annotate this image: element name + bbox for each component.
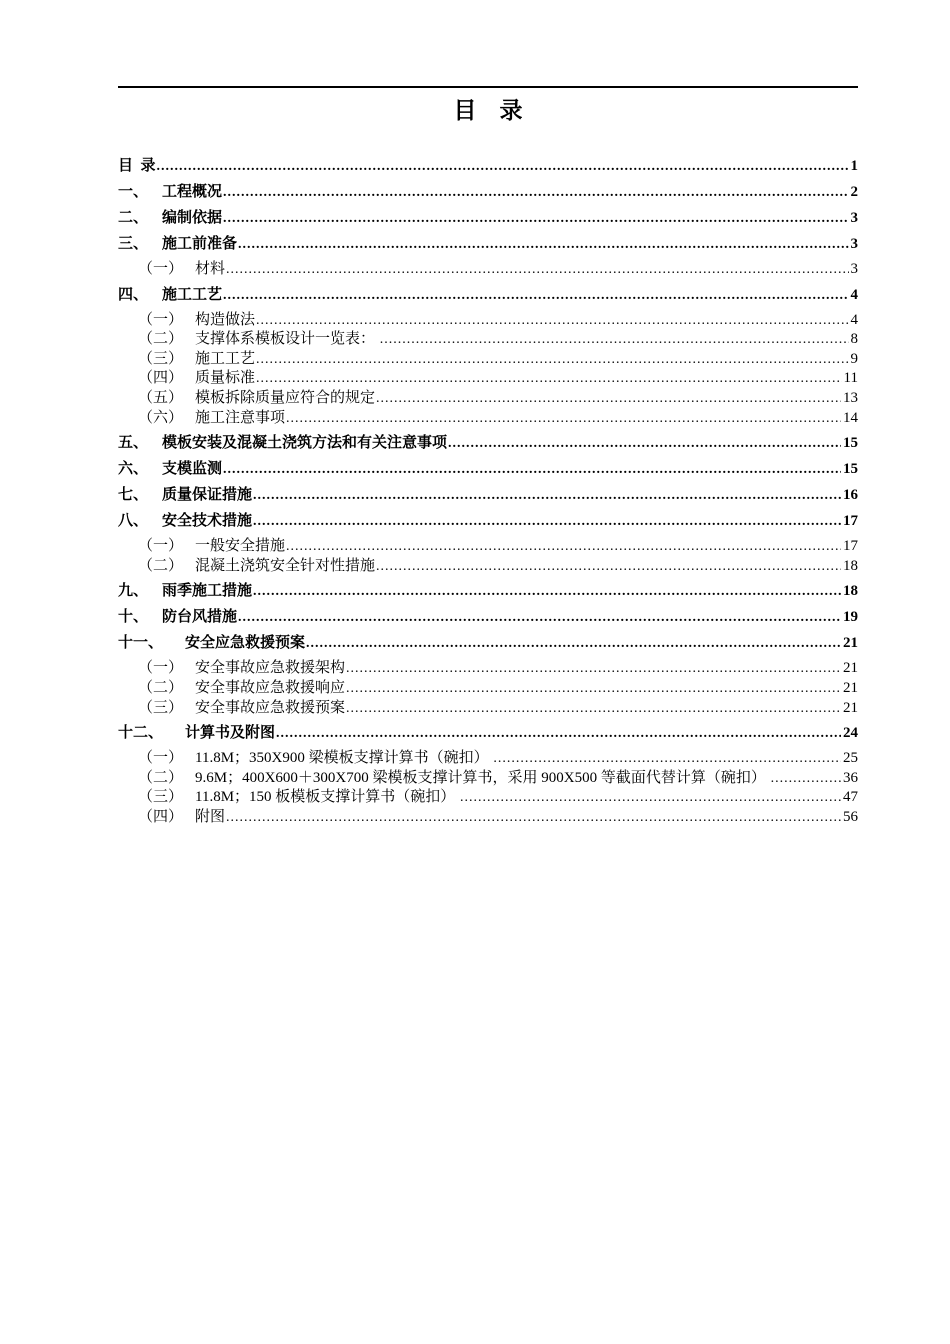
dot-leader xyxy=(256,311,848,331)
toc-entry-number: （二） xyxy=(138,679,184,696)
toc-entry[interactable] xyxy=(118,234,858,255)
toc-entry-number: （一） xyxy=(138,750,184,767)
toc-entry-number: （一） xyxy=(138,261,184,277)
toc-entry[interactable] xyxy=(138,311,858,331)
toc-entry-number: 十二、 xyxy=(118,725,164,742)
toc-entry-label: 安全事故应急救援架构 xyxy=(195,660,346,677)
toc-entry-page: 3 xyxy=(850,261,858,277)
toc-entry-number: （四） xyxy=(138,370,184,387)
dot-leader xyxy=(306,633,841,654)
toc-entry[interactable] xyxy=(138,788,858,808)
toc-entry-page: 56 xyxy=(843,808,858,825)
toc-entry[interactable] xyxy=(138,350,858,370)
dot-leader xyxy=(223,208,848,229)
toc-entry-number: （三） xyxy=(138,789,184,806)
toc-entry[interactable] xyxy=(118,485,858,506)
toc-entry-number: 十一、 xyxy=(118,635,164,652)
toc-entry-page: 4 xyxy=(850,286,858,303)
dot-leader xyxy=(380,330,849,350)
toc-entry[interactable] xyxy=(118,607,858,628)
toc-entry[interactable] xyxy=(138,659,858,679)
toc-entry-page: 3 xyxy=(850,210,858,226)
toc-entry-page: 21 xyxy=(843,679,858,696)
toc-entry-number: （一） xyxy=(138,660,184,677)
toc-entry-number: 八、 xyxy=(118,513,149,530)
toc-entry-number: 一、 xyxy=(118,184,149,200)
toc-entry-page: 25 xyxy=(843,750,858,767)
toc-entry-label: 安全应急救援预案 xyxy=(185,635,306,652)
toc-entry-label: 工程概况 xyxy=(162,184,223,200)
toc-entry-label: 支模监测 xyxy=(162,461,223,478)
dot-leader xyxy=(253,485,841,506)
toc-entry-page: 24 xyxy=(843,725,858,742)
toc-entry-page: 15 xyxy=(843,435,858,452)
toc-entry[interactable] xyxy=(138,557,858,577)
dot-leader xyxy=(256,350,848,370)
table-of-contents xyxy=(118,156,858,828)
toc-entry-number: 九、 xyxy=(118,583,149,600)
toc-entry-page: 21 xyxy=(843,635,858,652)
toc-entry-label: 9.6M；400X600＋300X700 梁模板支撑计算书，采用 900X500 等截面代替计算（碗扣） xyxy=(195,769,770,786)
toc-entry-label: 11.8M；350X900 梁模板支撑计算书（碗扣） xyxy=(195,750,493,767)
toc-entry[interactable] xyxy=(118,285,858,306)
toc-entry[interactable] xyxy=(138,389,858,409)
dot-leader xyxy=(238,607,841,628)
toc-entry-page: 19 xyxy=(843,609,858,626)
dot-leader xyxy=(226,260,848,280)
toc-entry-number: 二、 xyxy=(118,210,149,226)
dot-leader xyxy=(226,808,841,828)
toc-entry-page: 1 xyxy=(850,158,858,174)
toc-entry-number: （三） xyxy=(138,350,184,367)
toc-entry-label: 附图 xyxy=(195,808,226,825)
toc-entry[interactable] xyxy=(118,182,858,203)
toc-entry-number: （三） xyxy=(138,699,184,716)
toc-entry[interactable] xyxy=(138,769,858,789)
toc-entry-label: 混凝土浇筑安全针对性措施 xyxy=(195,557,376,574)
toc-entry-page: 17 xyxy=(843,513,858,530)
toc-entry-label: 施工注意事项 xyxy=(195,409,286,426)
toc-entry[interactable] xyxy=(118,511,858,532)
dot-leader xyxy=(460,788,841,808)
dot-leader xyxy=(493,749,841,769)
dot-leader xyxy=(276,723,841,744)
toc-entry[interactable] xyxy=(138,369,858,389)
toc-entry-label: 安全技术措施 xyxy=(162,513,253,530)
toc-entry-page: 14 xyxy=(843,409,858,426)
toc-entry-label: 编制依据 xyxy=(162,210,223,226)
toc-entry-number: 三、 xyxy=(118,236,149,252)
toc-entry[interactable] xyxy=(138,808,858,828)
dot-leader xyxy=(286,537,841,557)
toc-entry-number: （四） xyxy=(138,808,184,825)
toc-entry-label: 施工前准备 xyxy=(162,236,238,252)
toc-entry-label: 构造做法 xyxy=(195,311,256,328)
dot-leader xyxy=(771,769,841,789)
toc-entry-number: （五） xyxy=(138,389,184,406)
toc-entry[interactable] xyxy=(138,409,858,429)
toc-entry-page: 2 xyxy=(850,184,858,200)
toc-entry[interactable] xyxy=(138,749,858,769)
toc-entry-label: 安全事故应急救援响应 xyxy=(195,679,346,696)
page-title: 目 录 xyxy=(453,98,523,123)
toc-entry-number: 七、 xyxy=(118,487,149,504)
toc-entry-page: 47 xyxy=(843,789,858,806)
dot-leader xyxy=(286,409,841,429)
toc-entry-label: 防台风措施 xyxy=(162,609,238,626)
toc-entry[interactable] xyxy=(118,581,858,602)
toc-entry[interactable] xyxy=(118,633,858,654)
dot-leader xyxy=(376,557,841,577)
dot-leader xyxy=(346,679,841,699)
toc-entry-number: 十、 xyxy=(118,609,149,626)
toc-entry-page: 21 xyxy=(843,660,858,677)
toc-entry-label: 施工工艺 xyxy=(195,350,256,367)
toc-entry-label: 材料 xyxy=(195,261,226,277)
toc-entry-page: 36 xyxy=(843,769,858,786)
toc-entry-label: 模板安装及混凝土浇筑方法和有关注意事项 xyxy=(162,435,448,452)
toc-entry[interactable] xyxy=(138,679,858,699)
dot-leader xyxy=(238,234,848,255)
toc-entry-page: 11 xyxy=(843,370,858,387)
toc-entry-page: 17 xyxy=(843,538,858,555)
toc-entry-number: （六） xyxy=(138,409,184,426)
toc-entry-label: 11.8M；150 板模板支撑计算书（碗扣） xyxy=(195,789,460,806)
toc-entry-label: 计算书及附图 xyxy=(185,725,276,742)
toc-entry-label: 一般安全措施 xyxy=(195,538,286,555)
toc-entry-label: 目 录 xyxy=(118,158,156,174)
toc-entry[interactable] xyxy=(118,208,858,229)
toc-entry[interactable] xyxy=(118,723,858,744)
toc-entry-number: （一） xyxy=(138,538,184,555)
toc-entry-number: 五、 xyxy=(118,435,149,452)
toc-entry[interactable] xyxy=(138,330,858,350)
dot-leader xyxy=(346,699,841,719)
toc-entry-page: 13 xyxy=(843,389,858,406)
dot-leader xyxy=(253,581,841,602)
toc-entry[interactable] xyxy=(118,433,858,454)
toc-entry[interactable] xyxy=(118,459,858,480)
toc-entry-page: 18 xyxy=(843,583,858,600)
dot-leader xyxy=(223,182,848,203)
toc-entry-page: 18 xyxy=(843,557,858,574)
dot-leader xyxy=(253,511,841,532)
dot-leader xyxy=(256,369,842,389)
dot-leader xyxy=(448,433,841,454)
toc-entry-page: 15 xyxy=(843,461,858,478)
toc-entry-label: 施工工艺 xyxy=(162,286,223,303)
toc-entry-number: 四、 xyxy=(118,286,149,303)
toc-entry[interactable] xyxy=(138,537,858,557)
toc-entry-label: 安全事故应急救援预案 xyxy=(195,699,346,716)
dot-leader xyxy=(157,156,849,177)
toc-entry[interactable] xyxy=(118,156,858,177)
toc-entry[interactable] xyxy=(138,699,858,719)
dot-leader xyxy=(223,459,841,480)
toc-entry-label: 质量标准 xyxy=(195,370,256,387)
dot-leader xyxy=(223,285,848,306)
dot-leader xyxy=(346,659,841,679)
toc-entry-number: 六、 xyxy=(118,461,149,478)
toc-entry-label: 质量保证措施 xyxy=(162,487,253,504)
toc-entry-page: 4 xyxy=(850,311,858,328)
dot-leader xyxy=(376,389,841,409)
toc-entry-page: 8 xyxy=(850,331,858,348)
toc-entry-label: 支撑体系模板设计一览表： xyxy=(195,331,379,348)
header-rule xyxy=(118,86,858,88)
toc-entry-page: 9 xyxy=(850,350,858,367)
toc-entry-number: （二） xyxy=(138,331,184,348)
toc-entry-number: （二） xyxy=(138,557,184,574)
toc-entry-label: 模板拆除质量应符合的规定 xyxy=(195,389,376,406)
toc-entry-number: （二） xyxy=(138,769,184,786)
toc-entry-label: 雨季施工措施 xyxy=(162,583,253,600)
toc-entry-number: （一） xyxy=(138,311,184,328)
toc-entry[interactable] xyxy=(138,260,858,280)
toc-entry-page: 16 xyxy=(843,487,858,504)
toc-entry-page: 3 xyxy=(850,236,858,252)
toc-entry-page: 21 xyxy=(843,699,858,716)
